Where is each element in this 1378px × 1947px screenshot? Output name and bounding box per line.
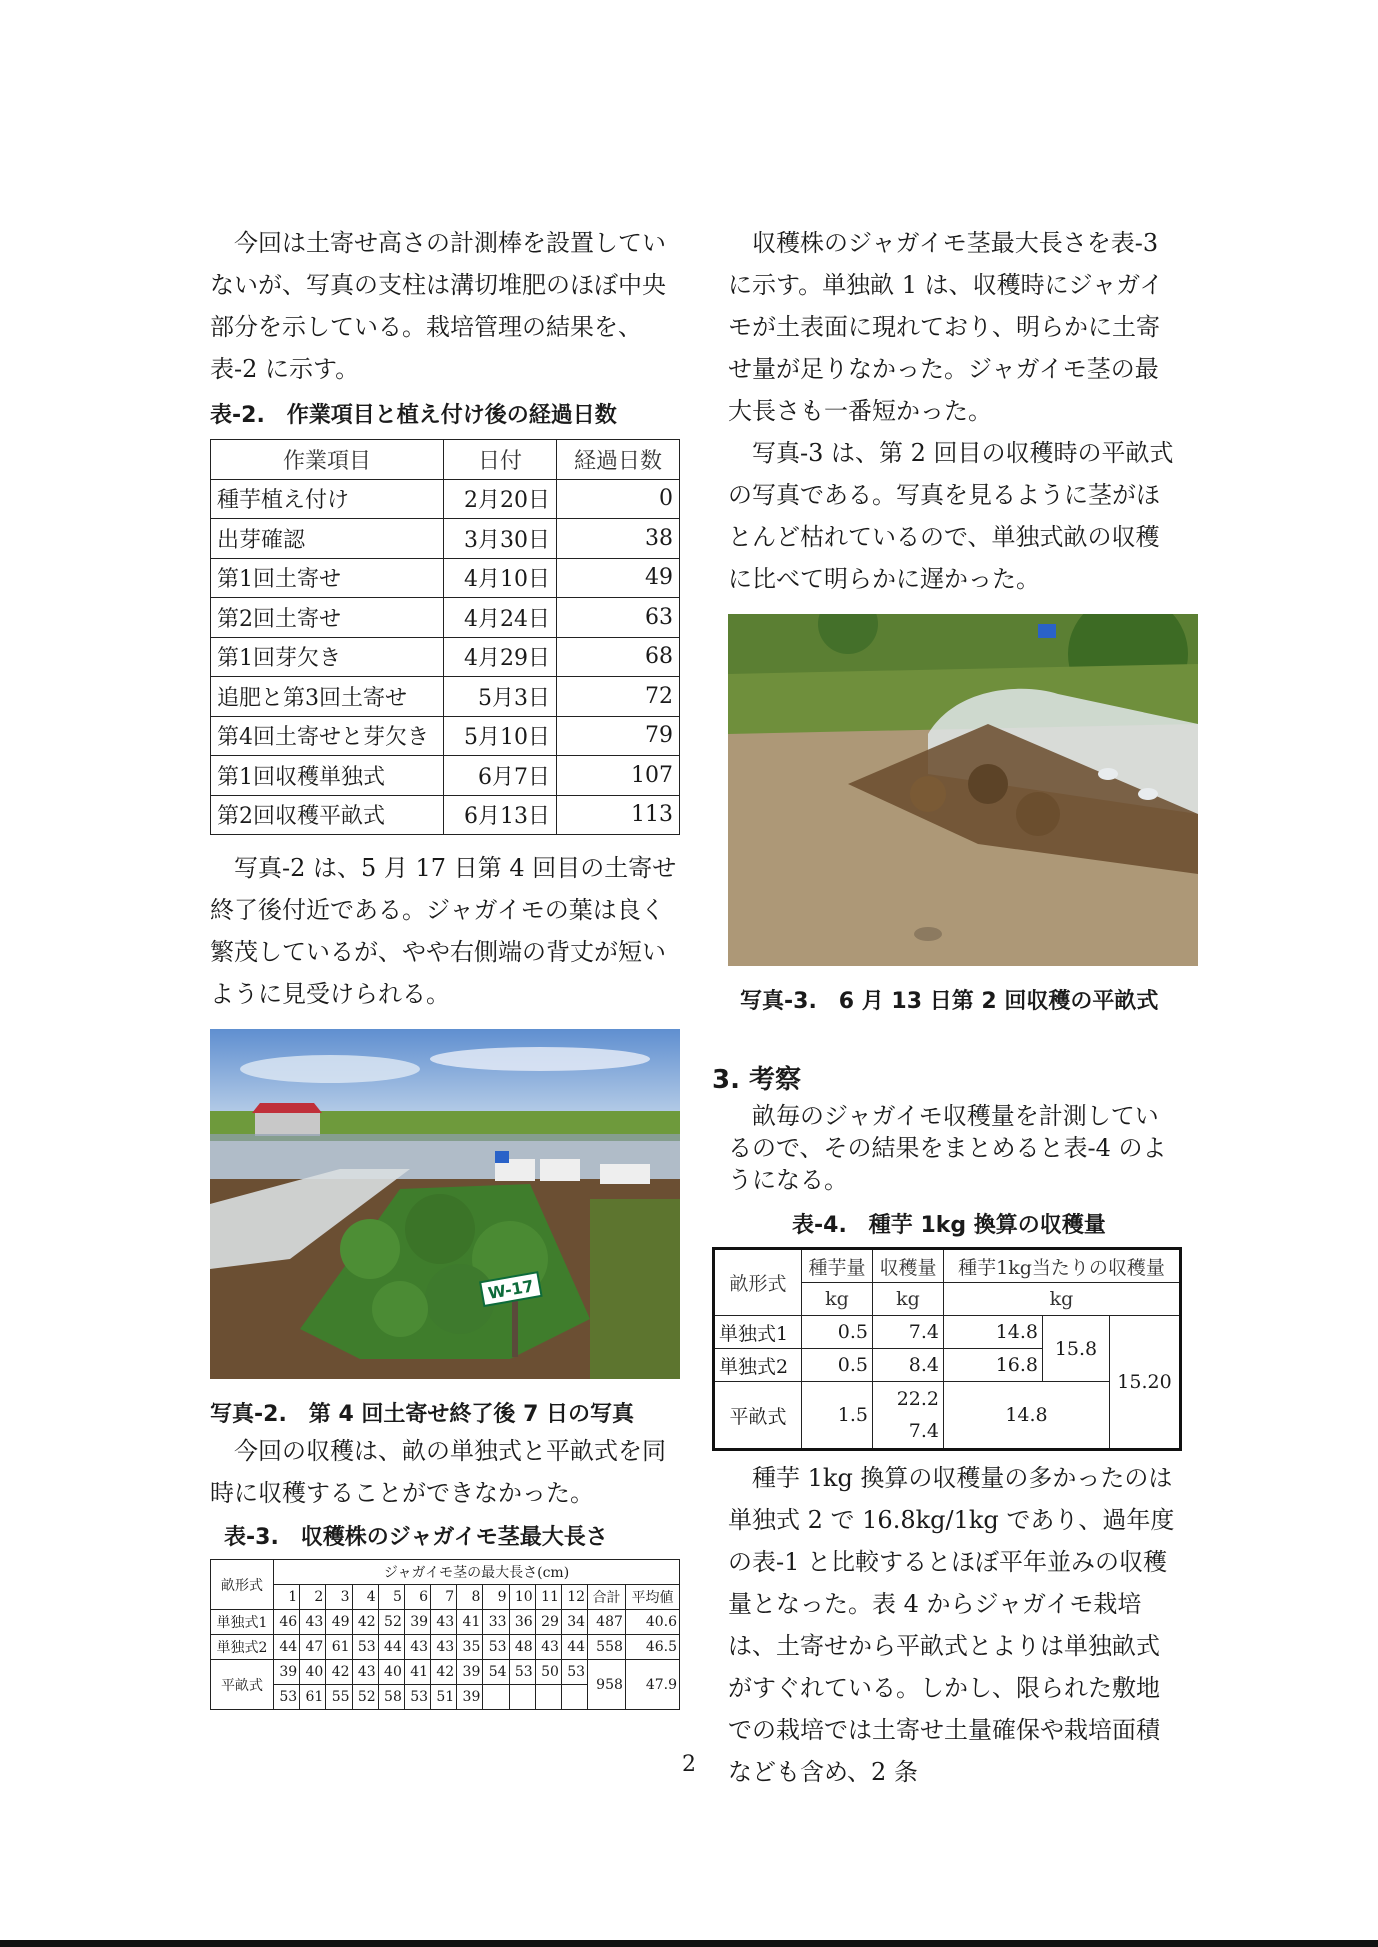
stem-length-table [210, 1559, 680, 1710]
table-cell: 追肥と第3回土寄せ [211, 677, 444, 717]
table-cell-value: 22.2 [896, 1388, 939, 1410]
table-cell [509, 1685, 535, 1710]
table-cell: 8.4 [873, 1349, 944, 1382]
table-cell: 40 [378, 1660, 404, 1685]
work-schedule-table [210, 439, 680, 835]
table-cell: 43 [300, 1610, 326, 1635]
page-number: 2 [682, 1752, 696, 1777]
unit-label: kg [802, 1283, 873, 1316]
table-cell: 6月13日 [444, 795, 557, 835]
table-cell: 42 [326, 1660, 352, 1685]
table-cell: 558 [588, 1635, 626, 1660]
bottom-border [0, 1940, 1378, 1947]
table-header: 種芋量 [802, 1249, 873, 1283]
table-cell: 5月3日 [444, 677, 557, 717]
table-row [211, 1635, 680, 1660]
table-cell: 第1回土寄せ [211, 558, 444, 598]
table-cell: 15.20 [1110, 1316, 1181, 1450]
table-header: 7 [431, 1585, 457, 1610]
paragraph: 写真-3 は、第 2 回目の収穫時の平畝式の写真である。写真を見るように茎がほとんど枯れているので、単独式畝の収穫に比べて明らかに遅かった。 [728, 439, 1174, 593]
table-cell-value: 7.4 [908, 1420, 939, 1442]
table-caption: 表-2. 作業項目と植え付け後の経過日数 [210, 403, 617, 428]
table-cell: 49 [557, 558, 680, 598]
table-row [211, 1610, 680, 1635]
table-group-header: ジャガイモ茎の最大長さ(cm) [274, 1560, 680, 1585]
table-caption: 表-4. 種芋 1kg 換算の収穫量 [792, 1213, 1106, 1238]
table-cell: 61 [300, 1685, 326, 1710]
table-cell: 39 [457, 1685, 483, 1710]
table-cell: 48 [509, 1635, 535, 1660]
table-cell: 36 [509, 1610, 535, 1635]
table-cell: 41 [457, 1610, 483, 1635]
table-cell: 33 [483, 1610, 509, 1635]
table-cell: 4月29日 [444, 637, 557, 677]
table-cell: 107 [557, 756, 680, 796]
table-cell: 44 [378, 1635, 404, 1660]
table-cell: 35 [457, 1635, 483, 1660]
table-header: 経過日数 [557, 440, 680, 480]
table-cell: 50 [535, 1660, 561, 1685]
table-header: 2 [300, 1585, 326, 1610]
row-label: 単独式2 [714, 1349, 802, 1382]
table-cell: 1.5 [802, 1382, 873, 1450]
table-cell: 55 [326, 1685, 352, 1710]
paragraph: 今回の収穫は、畝の単独式と平畝式を同時に収穫することができなかった。 [210, 1437, 666, 1507]
table-row [211, 677, 680, 717]
table-cell: 44 [561, 1635, 587, 1660]
table-cell: 第1回芽欠き [211, 637, 444, 677]
table-cell: 34 [561, 1610, 587, 1635]
table-cell: 4月24日 [444, 598, 557, 638]
table-cell: 47 [300, 1635, 326, 1660]
table-cell: 出芽確認 [211, 519, 444, 559]
table-cell: 種芋植え付け [211, 479, 444, 519]
table-cell: 6月7日 [444, 756, 557, 796]
table-row [211, 716, 680, 756]
table-cell: 15.8 [1043, 1316, 1110, 1382]
paragraph: 種芋 1kg 換算の収穫量の多かったのは単独式 2 で 16.8kg/1kg であり、過年度の表-1 と比較するとほぼ平年並みの収穫量となった。表 4 からジャガイモ栽培は、土寄せから平畝式とよりは単独畝式がすぐれている。しかし、限られた敷地での栽培では土寄せ土量確保や栽培面積なども含め、2 条 [728, 1464, 1175, 1786]
table-caption: 表-3. 収穫株のジャガイモ茎最大長さ [224, 1525, 608, 1550]
row-label: 平畝式 [211, 1660, 274, 1710]
table-header: 4 [352, 1585, 378, 1610]
table-cell: 46.5 [625, 1635, 679, 1660]
table-cell: 53 [404, 1685, 430, 1710]
table-header: 日付 [444, 440, 557, 480]
table-cell: 958 [588, 1660, 626, 1710]
table-cell: 0.5 [802, 1316, 873, 1349]
table-cell: 40.6 [625, 1610, 679, 1635]
table-row [211, 756, 680, 796]
table-header: 合計 [588, 1585, 626, 1610]
table-cell: 47.9 [625, 1660, 679, 1710]
table-header: 12 [561, 1585, 587, 1610]
table-header: 種芋1kg当たりの収穫量 [944, 1249, 1181, 1283]
row-label: 単独式2 [211, 1635, 274, 1660]
row-label: 平畝式 [714, 1382, 802, 1450]
yield-table [712, 1247, 1182, 1451]
table-cell: 5月10日 [444, 716, 557, 756]
table-cell: 第4回土寄せと芽欠き [211, 716, 444, 756]
table-cell: 53 [352, 1635, 378, 1660]
table-row [211, 598, 680, 638]
table-cell: 487 [588, 1610, 626, 1635]
table-row [211, 558, 680, 598]
table-cell: 29 [535, 1610, 561, 1635]
table-cell: 68 [557, 637, 680, 677]
table-cell: 61 [326, 1635, 352, 1660]
table-cell [873, 1382, 944, 1450]
paragraph: 畝毎のジャガイモ収穫量を計測しているので、その結果をまとめると表-4 のようになる。 [728, 1102, 1167, 1194]
table-cell: 51 [431, 1685, 457, 1710]
table-cell: 16.8 [944, 1349, 1043, 1382]
table-cell: 0 [557, 479, 680, 519]
table-cell [561, 1685, 587, 1710]
table-cell: 2月20日 [444, 479, 557, 519]
table-header: 8 [457, 1585, 483, 1610]
table-cell: 41 [404, 1660, 430, 1685]
table-cell: 3月30日 [444, 519, 557, 559]
table-header: 平均値 [625, 1585, 679, 1610]
table-header: 11 [535, 1585, 561, 1610]
table-cell: 46 [274, 1610, 300, 1635]
table-cell: 39 [404, 1610, 430, 1635]
paragraph: 今回は土寄せ高さの計測棒を設置していないが、写真の支柱は溝切堆肥のほぼ中央部分を示している。栽培管理の結果を、表-2 に示す。 [210, 229, 666, 383]
table-header: 収穫量 [873, 1249, 944, 1283]
table-row [211, 795, 680, 835]
table-header: 3 [326, 1585, 352, 1610]
table-cell [535, 1685, 561, 1710]
table-cell: 58 [378, 1685, 404, 1710]
table-cell: 第2回収穫平畝式 [211, 795, 444, 835]
table-header: 9 [483, 1585, 509, 1610]
table-header: 5 [378, 1585, 404, 1610]
row-label: 単独式1 [211, 1610, 274, 1635]
table-cell: 43 [352, 1660, 378, 1685]
table-header: 畝形式 [714, 1249, 802, 1316]
table-cell: 54 [483, 1660, 509, 1685]
photo-caption: 写真-2. 第 4 回土寄せ終了後 7 日の写真 [210, 1402, 635, 1427]
plot-sign-text: W-17 [486, 1276, 536, 1303]
table-row [211, 479, 680, 519]
field-photo-3 [728, 614, 1198, 966]
table-row [211, 637, 680, 677]
table-row [211, 1660, 680, 1685]
table-cell: 39 [274, 1660, 300, 1685]
paragraph: 収穫株のジャガイモ茎最大長さを表-3 に示す。単独畝 1 は、収穫時にジャガイモが土表面に現れており、明らかに土寄せ量が足りなかった。ジャガイモ茎の最大長さも一番短かった。 [728, 229, 1164, 425]
table-cell: 14.8 [944, 1316, 1043, 1349]
table-cell: 0.5 [802, 1349, 873, 1382]
field-photo-2 [210, 1029, 680, 1379]
table-cell: 52 [352, 1685, 378, 1710]
section-title: 3. 考察 [712, 1065, 802, 1095]
table-header: 作業項目 [211, 440, 444, 480]
table-cell: 113 [557, 795, 680, 835]
row-label: 単独式1 [714, 1316, 802, 1349]
table-cell: 43 [404, 1635, 430, 1660]
table-cell: 63 [557, 598, 680, 638]
table-cell: 43 [431, 1635, 457, 1660]
table-cell [483, 1685, 509, 1710]
table-cell: 第1回収穫単独式 [211, 756, 444, 796]
table-row [211, 519, 680, 559]
table-cell: 4月10日 [444, 558, 557, 598]
table-cell: 44 [274, 1635, 300, 1660]
table-cell: 43 [431, 1610, 457, 1635]
table-header: 畝形式 [211, 1560, 274, 1610]
table-cell: 39 [457, 1660, 483, 1685]
left-column [210, 222, 680, 1710]
unit-label: kg [944, 1283, 1181, 1316]
table-cell: 14.8 [944, 1382, 1110, 1450]
table-cell: 42 [352, 1610, 378, 1635]
paragraph: 写真-2 は、5 月 17 日第 4 回目の土寄せ終了後付近である。ジャガイモの葉は良く繁茂しているが、やや右側端の背丈が短いように見受けられる。 [210, 854, 677, 1008]
table-cell: 43 [535, 1635, 561, 1660]
table-cell: 38 [557, 519, 680, 559]
right-column [712, 222, 1180, 1793]
table-cell: 49 [326, 1610, 352, 1635]
photo-caption: 写真-3. 6 月 13 日第 2 回収穫の平畝式 [740, 989, 1159, 1014]
table-cell: 53 [274, 1685, 300, 1710]
table-header: 6 [404, 1585, 430, 1610]
table-cell: 72 [557, 677, 680, 717]
table-cell: 79 [557, 716, 680, 756]
table-cell: 7.4 [873, 1316, 944, 1349]
table-cell: 第2回土寄せ [211, 598, 444, 638]
table-cell: 42 [431, 1660, 457, 1685]
table-header: 10 [509, 1585, 535, 1610]
table-cell: 53 [483, 1635, 509, 1660]
table-cell: 53 [561, 1660, 587, 1685]
unit-label: kg [873, 1283, 944, 1316]
table-cell: 52 [378, 1610, 404, 1635]
table-header: 1 [274, 1585, 300, 1610]
table-cell: 53 [509, 1660, 535, 1685]
table-cell: 40 [300, 1660, 326, 1685]
